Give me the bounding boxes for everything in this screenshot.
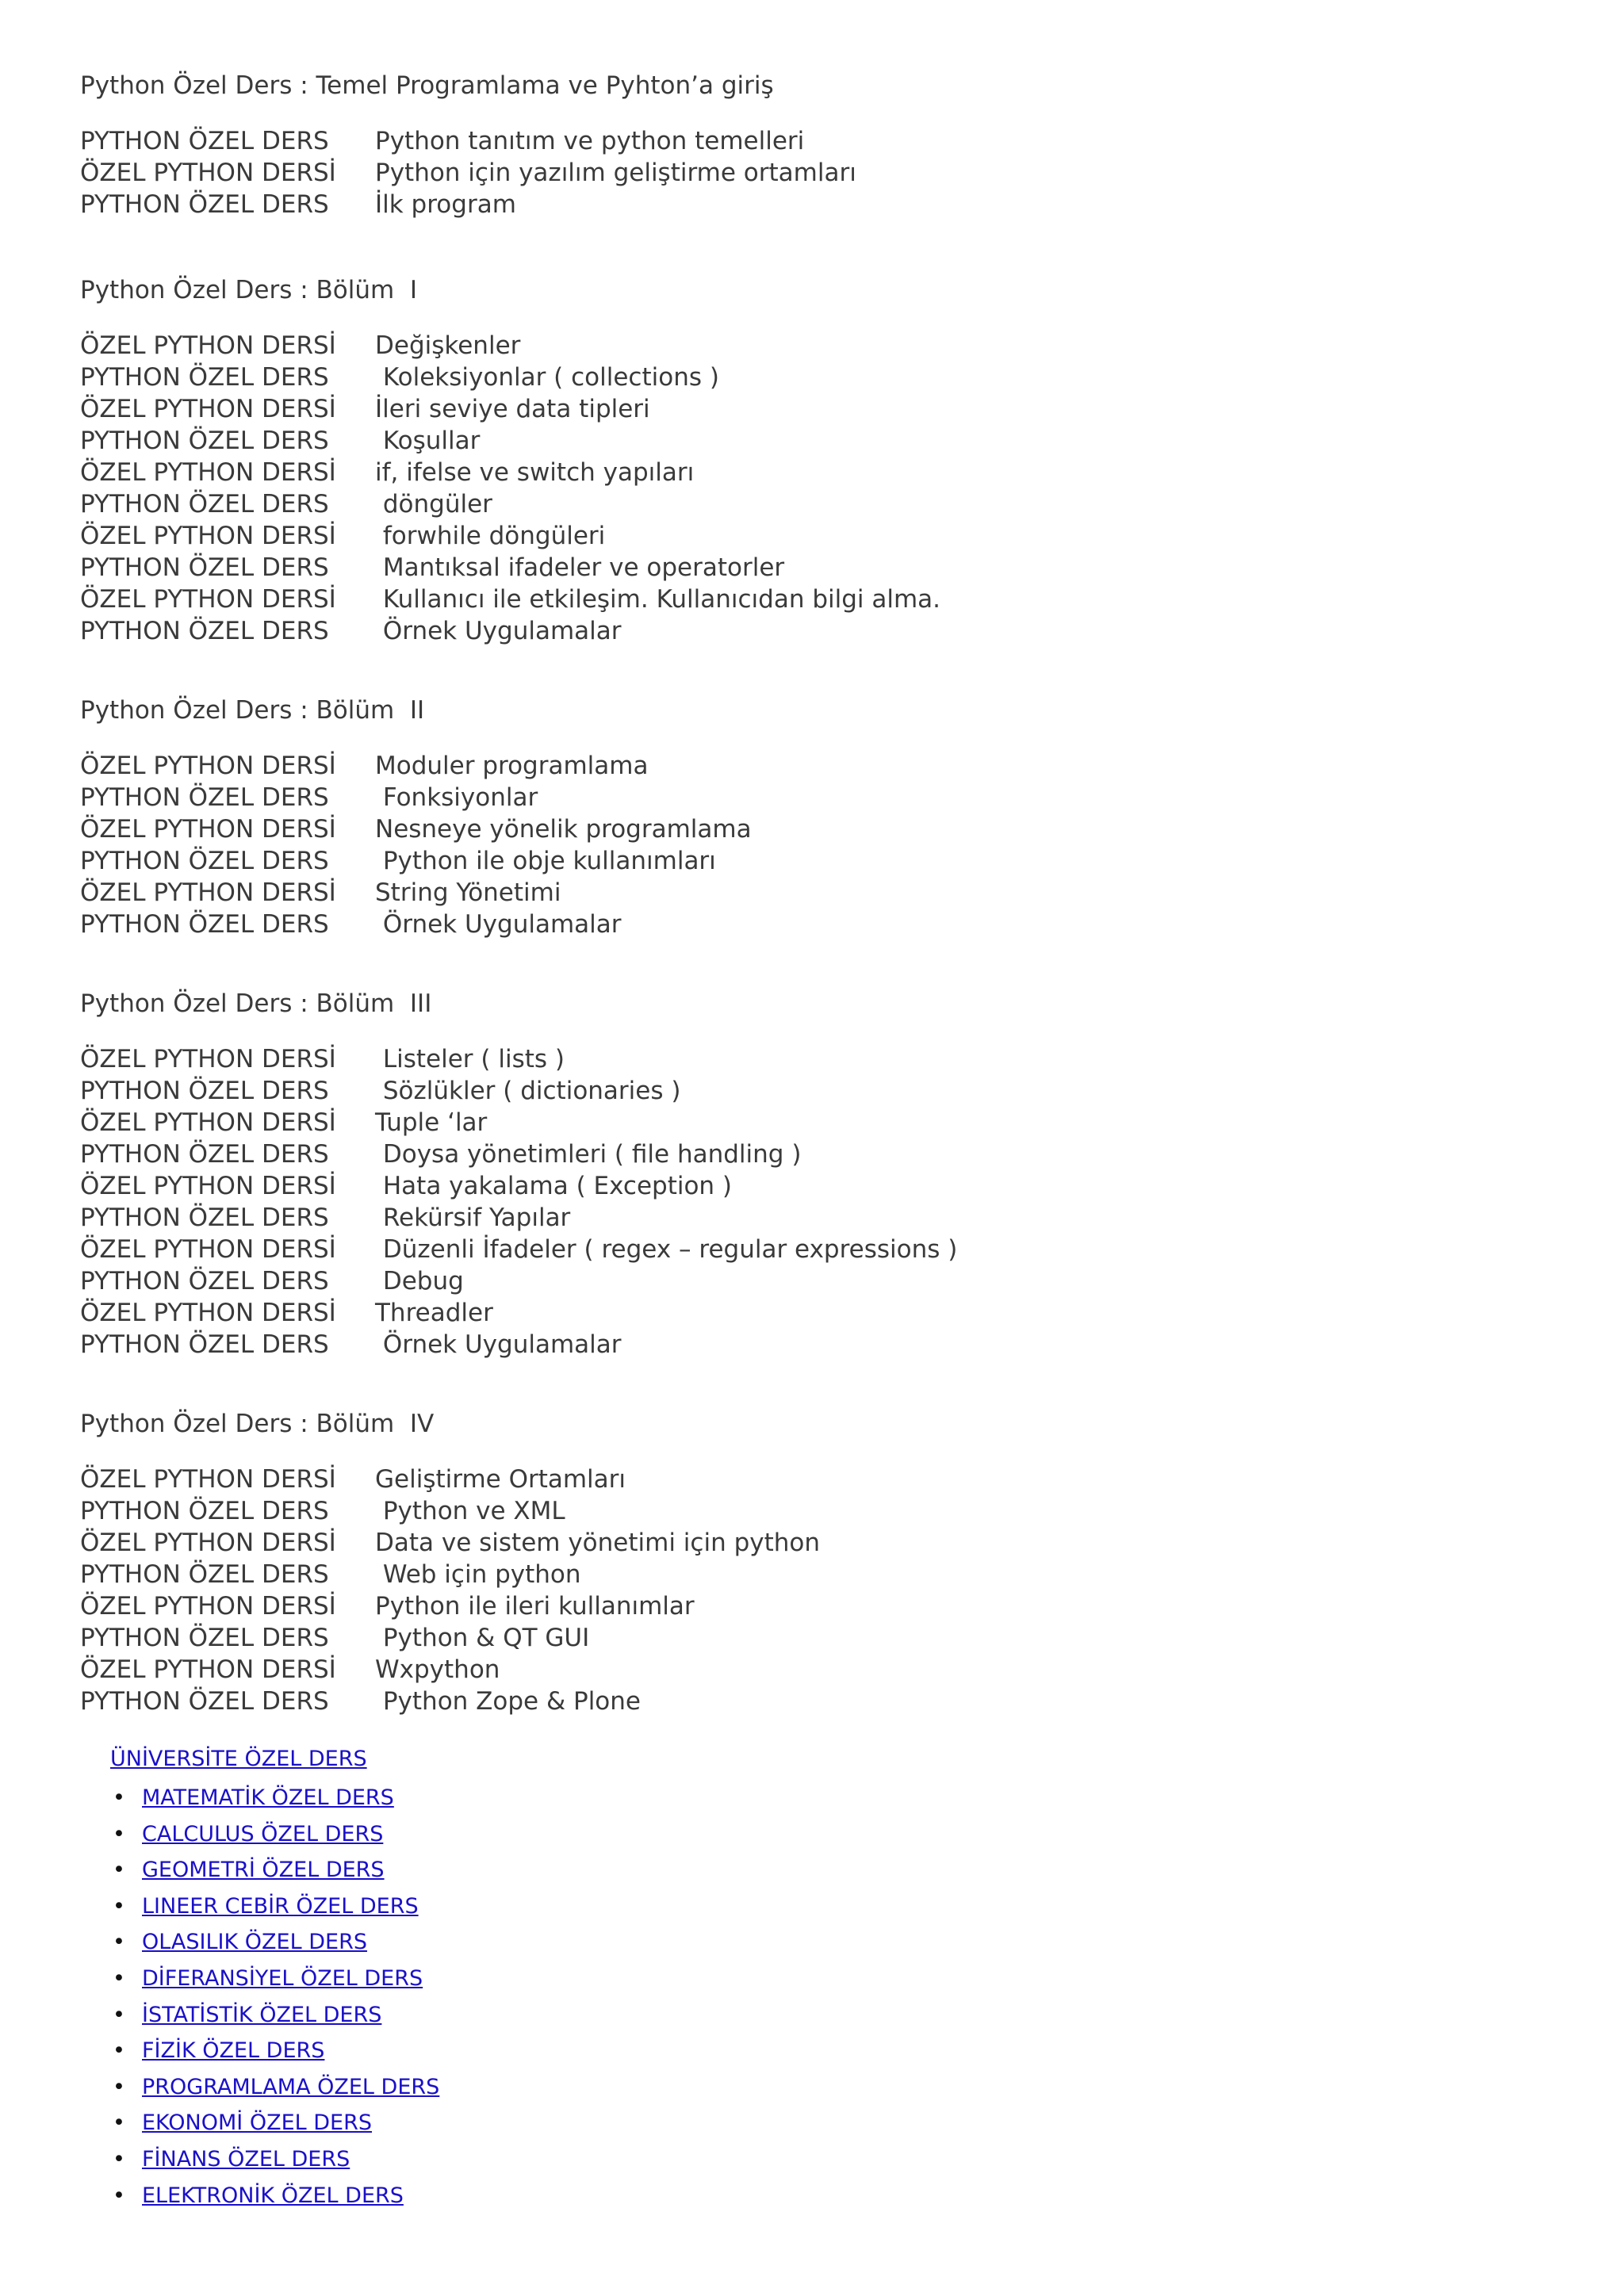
outline-row xyxy=(80,362,1547,393)
bullet-icon: • xyxy=(113,1930,125,1955)
outline-row xyxy=(80,1297,1547,1329)
outline-row xyxy=(80,1170,1547,1202)
bullet-icon: • xyxy=(113,2002,125,2027)
row-label: ÖZEL PYTHON DERSİ xyxy=(80,522,336,550)
row-topic: Python tanıtım ve python temelleri xyxy=(375,127,805,155)
section-spacer xyxy=(80,647,1547,695)
row-topic: Python Zope & Plone xyxy=(375,1687,641,1716)
row-label: PYTHON ÖZEL DERS xyxy=(80,127,329,155)
row-label: ÖZEL PYTHON DERSİ xyxy=(80,1235,336,1264)
row-label: PYTHON ÖZEL DERS xyxy=(80,617,329,645)
row-label: PYTHON ÖZEL DERS xyxy=(80,783,329,812)
row-topic: Data ve sistem yönetimi için python xyxy=(375,1529,821,1557)
row-label: ÖZEL PYTHON DERSİ xyxy=(80,159,336,187)
row-topic: Geliştirme Ortamları xyxy=(375,1465,626,1494)
list-item xyxy=(110,2178,439,2214)
row-label: PYTHON ÖZEL DERS xyxy=(80,1624,329,1652)
matematik-link[interactable]: MATEMATİK ÖZEL DERS xyxy=(142,1785,394,1810)
outline-row xyxy=(80,1202,1547,1234)
outline-row xyxy=(80,1654,1547,1686)
row-label: PYTHON ÖZEL DERS xyxy=(80,427,329,455)
row-label: PYTHON ÖZEL DERS xyxy=(80,190,329,219)
outline-row xyxy=(80,1138,1547,1170)
programlama-link[interactable]: PROGRAMLAMA ÖZEL DERS xyxy=(142,2074,440,2099)
row-label: ÖZEL PYTHON DERSİ xyxy=(80,815,336,844)
row-label: PYTHON ÖZEL DERS xyxy=(80,1140,329,1169)
row-topic: Python için yazılım geliştirme ortamları xyxy=(375,159,856,187)
elektronik-link[interactable]: ELEKTRONİK ÖZEL DERS xyxy=(142,2183,404,2208)
row-topic: Python & QT GUI xyxy=(375,1624,590,1652)
outline-row xyxy=(80,425,1547,457)
list-item xyxy=(110,1852,439,1888)
section-rows xyxy=(80,1043,1547,1360)
section-title: Python Özel Ders : Bölüm IV xyxy=(80,1410,435,1438)
row-topic: Düzenli İfadeler ( regex – regular expressions ) xyxy=(375,1235,958,1264)
olasilik-link[interactable]: OLASILIK ÖZEL DERS xyxy=(142,1930,367,1955)
outline-row xyxy=(80,1559,1547,1590)
list-item xyxy=(110,1780,439,1816)
section-title: Python Özel Ders : Bölüm I xyxy=(80,276,418,304)
section-bolum-2 xyxy=(80,695,1547,940)
section-rows xyxy=(80,125,1547,220)
list-item xyxy=(110,1997,439,2034)
row-topic: Nesneye yönelik programlama xyxy=(375,815,752,844)
row-label: ÖZEL PYTHON DERSİ xyxy=(80,395,336,423)
row-label: PYTHON ÖZEL DERS xyxy=(80,847,329,875)
row-topic: Örnek Uygulamalar xyxy=(375,910,622,939)
outline-row xyxy=(80,1107,1547,1138)
row-topic: Debug xyxy=(375,1267,464,1295)
list-item xyxy=(110,2033,439,2069)
outline-row xyxy=(80,520,1547,552)
row-label: PYTHON ÖZEL DERS xyxy=(80,1687,329,1716)
finans-link[interactable]: FİNANS ÖZEL DERS xyxy=(142,2146,350,2172)
section-title: Python Özel Ders : Bölüm III xyxy=(80,989,432,1018)
row-label: ÖZEL PYTHON DERSİ xyxy=(80,1465,336,1494)
row-topic: Koşullar xyxy=(375,427,481,455)
row-topic: Hata yakalama ( Exception ) xyxy=(375,1172,733,1200)
row-topic: Wxpython xyxy=(375,1655,500,1684)
row-topic: İlk program xyxy=(375,190,516,219)
bullet-icon: • xyxy=(113,2074,125,2099)
section-spacer xyxy=(80,940,1547,988)
row-label: ÖZEL PYTHON DERSİ xyxy=(80,585,336,614)
row-topic: Sözlükler ( dictionaries ) xyxy=(375,1077,681,1105)
row-topic: if, ifelse ve switch yapıları xyxy=(375,458,695,487)
outline-row xyxy=(80,813,1547,845)
row-label: ÖZEL PYTHON DERSİ xyxy=(80,1299,336,1327)
row-topic: Listeler ( lists ) xyxy=(375,1045,565,1073)
outline-row xyxy=(80,1265,1547,1297)
outline-row xyxy=(80,1527,1547,1559)
list-item xyxy=(110,1924,439,1961)
row-label: PYTHON ÖZEL DERS xyxy=(80,1203,329,1232)
outline-row xyxy=(80,909,1547,940)
section-bolum-3 xyxy=(80,988,1547,1360)
row-topic: Koleksiyonlar ( collections ) xyxy=(375,363,719,392)
row-label: PYTHON ÖZEL DERS xyxy=(80,1077,329,1105)
row-topic: String Yönetimi xyxy=(375,878,561,907)
ekonomi-link[interactable]: EKONOMİ ÖZEL DERS xyxy=(142,2110,373,2136)
bullet-icon: • xyxy=(113,1821,125,1846)
outline-row xyxy=(80,1043,1547,1075)
fizik-link[interactable]: FİZİK ÖZEL DERS xyxy=(142,2038,325,2064)
bullet-icon: • xyxy=(113,1893,125,1919)
outline-row xyxy=(80,552,1547,584)
list-item xyxy=(110,2105,439,2141)
row-label: PYTHON ÖZEL DERS xyxy=(80,1560,329,1589)
outline-row xyxy=(80,584,1547,615)
row-topic: İleri seviye data tipleri xyxy=(375,395,650,423)
outline-row xyxy=(80,615,1547,647)
row-label: PYTHON ÖZEL DERS xyxy=(80,1497,329,1525)
related-links xyxy=(110,1743,439,2214)
outline-row xyxy=(80,1622,1547,1654)
bullet-icon: • xyxy=(113,2146,125,2172)
list-item xyxy=(110,1816,439,1853)
calculus-link[interactable]: CALCULUS ÖZEL DERS xyxy=(142,1821,384,1846)
list-item xyxy=(110,2141,439,2178)
bullet-icon: • xyxy=(113,2183,125,2208)
row-label: ÖZEL PYTHON DERSİ xyxy=(80,1045,336,1073)
row-topic: Moduler programlama xyxy=(375,752,649,780)
row-topic: Örnek Uygulamalar xyxy=(375,617,622,645)
section-rows xyxy=(80,1464,1547,1717)
row-topic: Web için python xyxy=(375,1560,581,1589)
outline-row xyxy=(80,393,1547,425)
section-bolum-4 xyxy=(80,1408,1547,1717)
bullet-icon: • xyxy=(113,1965,125,1991)
row-label: ÖZEL PYTHON DERSİ xyxy=(80,1108,336,1137)
outline-row xyxy=(80,1686,1547,1717)
outline-row xyxy=(80,189,1547,220)
outline-row xyxy=(80,1075,1547,1107)
row-label: ÖZEL PYTHON DERSİ xyxy=(80,752,336,780)
row-topic: Mantıksal ifadeler ve operatorler xyxy=(375,553,785,582)
bullet-icon: • xyxy=(113,1858,125,1883)
row-label: ÖZEL PYTHON DERSİ xyxy=(80,878,336,907)
row-topic: döngüler xyxy=(375,490,492,519)
outline-row xyxy=(80,750,1547,782)
row-label: ÖZEL PYTHON DERSİ xyxy=(80,1529,336,1557)
row-label: PYTHON ÖZEL DERS xyxy=(80,910,329,939)
links-list xyxy=(110,1780,439,2214)
row-label: PYTHON ÖZEL DERS xyxy=(80,490,329,519)
list-item xyxy=(110,1888,439,1925)
lineer-cebir-link[interactable]: LINEER CEBİR ÖZEL DERS xyxy=(142,1893,419,1919)
outline-row xyxy=(80,330,1547,362)
outline-row xyxy=(80,457,1547,488)
row-label: PYTHON ÖZEL DERS xyxy=(80,553,329,582)
row-topic: Python ve XML xyxy=(375,1497,565,1525)
section-title: Python Özel Ders : Bölüm II xyxy=(80,696,425,725)
istatistik-link[interactable]: İSTATİSTİK ÖZEL DERS xyxy=(142,2002,382,2027)
row-label: PYTHON ÖZEL DERS xyxy=(80,1330,329,1359)
section-rows xyxy=(80,330,1547,647)
list-item xyxy=(110,1961,439,1997)
row-label: ÖZEL PYTHON DERSİ xyxy=(80,1172,336,1200)
outline-row xyxy=(80,1590,1547,1622)
row-label: PYTHON ÖZEL DERS xyxy=(80,363,329,392)
row-topic: Threadler xyxy=(375,1299,493,1327)
outline-row xyxy=(80,877,1547,909)
section-spacer xyxy=(80,220,1547,274)
outline-row xyxy=(80,1329,1547,1360)
bullet-icon: • xyxy=(113,2038,125,2064)
diferansiyel-link[interactable]: DİFERANSİYEL ÖZEL DERS xyxy=(142,1965,423,1991)
section-bolum-1 xyxy=(80,274,1547,647)
outline-row xyxy=(80,1495,1547,1527)
row-label: ÖZEL PYTHON DERSİ xyxy=(80,458,336,487)
section-title: Python Özel Ders : Temel Programlama ve Pyhton’a giriş xyxy=(80,71,774,100)
list-item xyxy=(110,2069,439,2106)
row-topic: Örnek Uygulamalar xyxy=(375,1330,622,1359)
row-topic: Kullanıcı ile etkileşim. Kullanıcıdan bilgi alma. xyxy=(375,585,941,614)
row-label: PYTHON ÖZEL DERS xyxy=(80,1267,329,1295)
outline-row xyxy=(80,1234,1547,1265)
row-topic: Değişkenler xyxy=(375,331,521,360)
outline-row xyxy=(80,125,1547,157)
outline-row xyxy=(80,488,1547,520)
universite-ozel-ders-link[interactable]: ÜNİVERSİTE ÖZEL DERS xyxy=(110,1747,367,1771)
row-topic: Rekürsif Yapılar xyxy=(375,1203,571,1232)
bullet-icon: • xyxy=(113,1785,125,1810)
section-spacer xyxy=(80,1360,1547,1408)
row-topic: Doysa yönetimleri ( file handling ) xyxy=(375,1140,802,1169)
row-label: ÖZEL PYTHON DERSİ xyxy=(80,1592,336,1621)
outline-row xyxy=(80,782,1547,813)
row-label: ÖZEL PYTHON DERSİ xyxy=(80,331,336,360)
row-label: ÖZEL PYTHON DERSİ xyxy=(80,1655,336,1684)
course-outline xyxy=(80,70,1547,1717)
outline-row xyxy=(80,157,1547,189)
row-topic: forwhile döngüleri xyxy=(375,522,606,550)
outline-row xyxy=(80,1464,1547,1495)
row-topic: Fonksiyonlar xyxy=(375,783,538,812)
geometri-link[interactable]: GEOMETRİ ÖZEL DERS xyxy=(142,1858,385,1883)
section-rows xyxy=(80,750,1547,940)
section-intro xyxy=(80,70,1547,220)
row-topic: Tuple ‘lar xyxy=(375,1108,488,1137)
row-topic: Python ile obje kullanımları xyxy=(375,847,716,875)
outline-row xyxy=(80,845,1547,877)
row-topic: Python ile ileri kullanımlar xyxy=(375,1592,695,1621)
bullet-icon: • xyxy=(113,2110,125,2136)
